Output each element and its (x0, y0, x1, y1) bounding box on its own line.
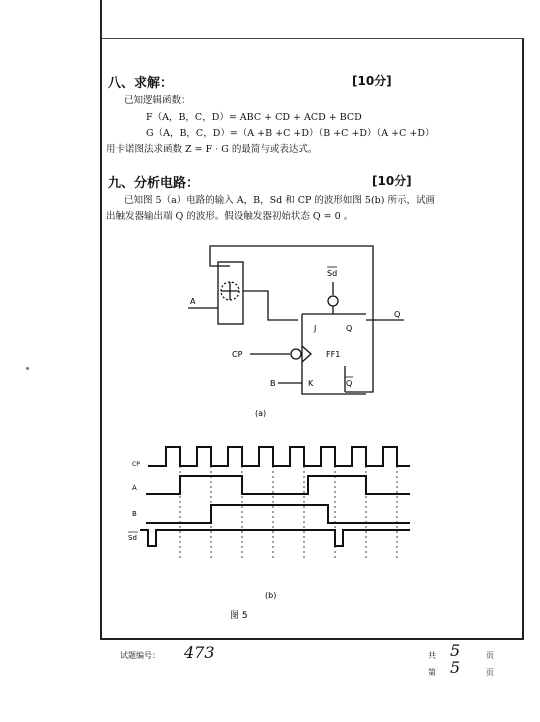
equation-f: F（A，B，C，D）= ABC + CD + ACD + BCD (146, 112, 362, 123)
wave-label-sd: Sd (128, 534, 137, 542)
section9-heading: 九、分析电路： (108, 176, 200, 191)
section8-task: 用卡诺图法求函数 Z = F · G 的最简与或表达式。 (106, 144, 318, 155)
page-number-prefix: 第 (428, 668, 436, 677)
circuit-label-sd: Sd (327, 269, 338, 278)
section8-intro: 已知逻辑函数： (124, 95, 191, 106)
wave-label-a: A (132, 484, 137, 492)
section8-heading: 八、求解： (108, 76, 174, 91)
section9-body-line2: 出触发器输出端 Q 的波形。假设触发器初始状态 Q = 0 。 (106, 211, 354, 222)
circuit-label-k: K (308, 379, 314, 388)
circuit-label-j: J (314, 324, 317, 333)
circuit-label-a: A (190, 297, 196, 306)
page-number-suffix: 页 (486, 668, 494, 677)
circuit-label-b: B (270, 379, 276, 388)
circuit-label-q-out: Q (394, 310, 401, 319)
wave-label-cp: CP (132, 461, 140, 468)
circuit-label-ff1: FF1 (326, 350, 341, 359)
circuit-label-qbar: Q (346, 379, 353, 388)
exam-code-value: 473 (184, 643, 215, 662)
circuit-caption: (a) (255, 409, 267, 418)
equation-g: G（A，B，C，D）=（A +B +C +D）（B +C +D）（A +C +D） (146, 128, 435, 139)
exam-code-label: 试题编号： (120, 651, 160, 660)
section9-body-line1: 已知图 5（a）电路的输入 A，B，Sd 和 CP 的波形如图 5(b) 所示，试画 (124, 195, 435, 206)
wave-label-b: B (132, 510, 137, 518)
section8-points: [10分] (352, 74, 392, 88)
total-pages-prefix: 共 (428, 651, 436, 660)
waveform-caption: (b) (265, 591, 277, 600)
figure-title: 图 5 (230, 611, 248, 621)
section9-points: [10分] (372, 174, 412, 188)
total-pages-suffix: 页 (486, 651, 494, 660)
circuit-label-cp: CP (232, 350, 243, 359)
page-number-value: 5 (450, 658, 461, 677)
total-pages-value: 5 (450, 641, 461, 660)
circuit-label-q: Q (346, 324, 353, 333)
